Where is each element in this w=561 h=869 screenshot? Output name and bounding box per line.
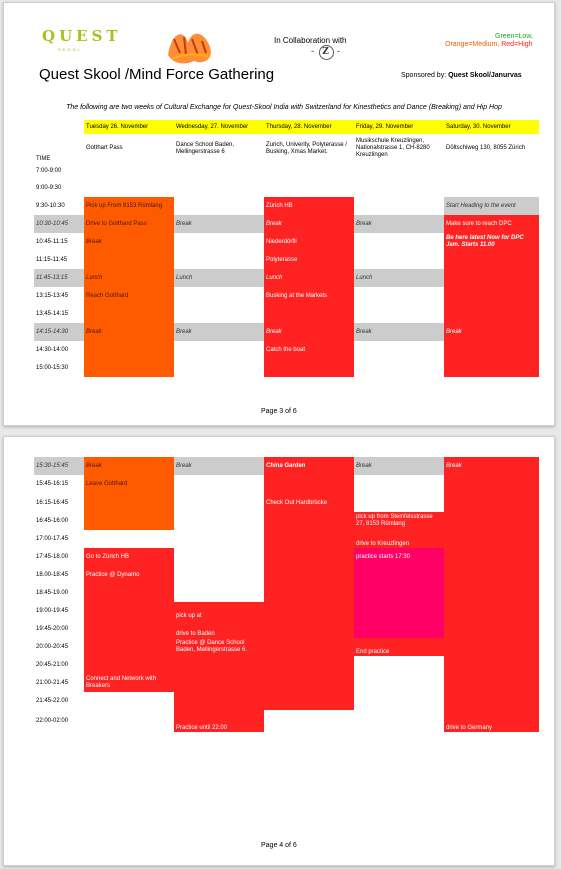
sponsor-line <box>401 72 522 79</box>
z-logo-dash-left: - <box>311 46 319 56</box>
intro-text: The following are two weeks of Cultural Exchange for Quest-Skool India with Switzerland for Kinesthetics and Dance (Breaking) and Hip Hop <box>66 104 502 111</box>
event-cell <box>264 674 354 692</box>
empty-cell <box>174 233 264 251</box>
empty-cell <box>354 710 444 732</box>
event-cell <box>444 359 539 377</box>
break-cell: Break <box>444 457 539 475</box>
event-cell: Practice @ Dynamo <box>84 566 174 584</box>
event-cell <box>264 548 354 566</box>
event-cell <box>444 341 539 359</box>
time-label: 18:45-19.00 <box>34 584 84 602</box>
event-cell <box>444 548 539 566</box>
event-cell <box>354 620 444 638</box>
legend-medium: Orange=Medium, <box>445 41 500 48</box>
time-label: 11:15-11:45 <box>34 251 84 269</box>
event-cell: Polyterasse <box>264 251 354 269</box>
z-logo-dash-right: - <box>333 46 341 56</box>
event-cell <box>84 305 174 323</box>
event-cell <box>444 494 539 512</box>
event-cell <box>264 638 354 656</box>
time-label: 10:45-11:15 <box>34 233 84 251</box>
time-label: 21:45-22.00 <box>34 692 84 710</box>
legend-high: Red=High <box>501 41 533 48</box>
event-cell <box>84 251 174 269</box>
schedule-table-week <box>34 120 539 377</box>
empty-cell <box>444 179 539 197</box>
event-cell <box>354 566 444 584</box>
legend-low: Green=Low, <box>495 33 533 40</box>
quest-skool-logo <box>42 27 122 67</box>
break-cell: Break <box>84 323 174 341</box>
sponsor-label: Sponsored by: <box>401 72 447 79</box>
page-3 <box>3 2 555 426</box>
break-cell: Break <box>174 323 264 341</box>
event-cell <box>174 674 264 692</box>
empty-cell <box>174 475 264 494</box>
empty-cell <box>354 251 444 269</box>
time-row <box>34 566 539 584</box>
empty-cell <box>174 359 264 377</box>
empty-cell <box>354 692 444 710</box>
event-cell: Make sure to reach DPC <box>444 215 539 233</box>
empty-cell <box>354 341 444 359</box>
time-row <box>34 638 539 656</box>
empty-cell <box>354 233 444 251</box>
empty-cell <box>354 197 444 215</box>
event-cell <box>444 620 539 638</box>
time-label: 13:15-13:45 <box>34 287 84 305</box>
empty-cell <box>84 163 174 179</box>
event-cell <box>264 602 354 620</box>
quest-logo-sub: SKOOL <box>58 47 82 52</box>
event-cell <box>84 638 174 656</box>
page-number: Page 4 of 6 <box>261 842 297 849</box>
event-cell <box>264 584 354 602</box>
day-header: Saturday, 30. November <box>444 120 539 134</box>
time-label: 10:30-10:45 <box>34 215 84 233</box>
empty-cell <box>354 674 444 692</box>
location-cell: Gotthart Pass <box>84 134 174 163</box>
time-label: 20:45-21:00 <box>34 656 84 674</box>
event-cell <box>444 512 539 530</box>
event-cell <box>264 692 354 710</box>
event-cell: Niederdörfli <box>264 233 354 251</box>
event-cell <box>174 656 264 674</box>
event-cell <box>84 584 174 602</box>
time-row <box>34 341 539 359</box>
event-cell <box>84 620 174 638</box>
event-cell: practice starts 17:30 <box>354 548 444 566</box>
empty-cell <box>354 287 444 305</box>
time-row <box>34 512 539 530</box>
event-cell: pick up at <box>174 602 264 620</box>
time-label: 22:00-02:00 <box>34 710 84 732</box>
time-row <box>34 287 539 305</box>
time-row <box>34 584 539 602</box>
break-cell: Break <box>444 323 539 341</box>
location-cell: Musikschule Kreuzlingen, Nationalstrasse 1, CH-8280 Kreuzlingen <box>354 134 444 163</box>
quest-logo-word: QUEST <box>42 27 122 45</box>
time-label: 9:00-9:30 <box>34 179 84 197</box>
event-cell <box>444 251 539 269</box>
lunch-cell: Lunch <box>264 269 354 287</box>
event-cell: End practice <box>354 638 444 656</box>
time-label: 15:00-15:30 <box>34 359 84 377</box>
break-cell: Break <box>84 233 174 251</box>
time-label: 14:30-14:00 <box>34 341 84 359</box>
event-cell: Start Heading to the event <box>444 197 539 215</box>
event-cell <box>444 475 539 494</box>
time-label: 16:15-16:45 <box>34 494 84 512</box>
lunch-cell: Lunch <box>174 269 264 287</box>
time-row <box>34 494 539 512</box>
event-cell <box>444 638 539 656</box>
time-label: 9:30-10:30 <box>34 197 84 215</box>
event-cell <box>444 602 539 620</box>
event-cell <box>444 269 539 287</box>
time-row <box>34 305 539 323</box>
event-cell: drive to Germany <box>444 710 539 732</box>
event-cell: Check Out Hardbrücke <box>264 494 354 512</box>
event-cell: China Garden <box>264 457 354 475</box>
time-row <box>34 323 539 341</box>
location-row <box>34 134 539 163</box>
empty-cell <box>174 494 264 512</box>
event-cell <box>444 566 539 584</box>
event-cell: drive to Kreuzlingen <box>354 530 444 548</box>
time-row <box>34 674 539 692</box>
empty-cell <box>174 341 264 359</box>
day-header: Tuesday 26. November <box>84 120 174 134</box>
empty-cell <box>174 566 264 584</box>
event-cell <box>84 602 174 620</box>
corner-cell <box>34 120 84 134</box>
lunch-cell: Lunch <box>84 269 174 287</box>
time-label: 14:15-14:30 <box>34 323 84 341</box>
empty-cell <box>174 163 264 179</box>
time-row <box>34 269 539 287</box>
event-cell <box>264 512 354 530</box>
empty-cell <box>84 710 174 732</box>
time-label: 15:45-16:15 <box>34 475 84 494</box>
day-header: Wednesday, 27. November <box>174 120 264 134</box>
event-cell: Go to Zürich HB <box>84 548 174 566</box>
empty-cell <box>84 692 174 710</box>
break-cell: Break <box>354 215 444 233</box>
empty-cell <box>84 530 174 548</box>
event-cell: Drive to Gotthard Pass <box>84 215 174 233</box>
event-cell <box>444 692 539 710</box>
event-cell: Catch the boat <box>264 341 354 359</box>
empty-cell <box>354 359 444 377</box>
event-cell <box>264 475 354 494</box>
collaboration-label: In Collaboration with <box>274 36 347 45</box>
empty-cell <box>354 475 444 494</box>
time-row <box>34 163 539 179</box>
event-cell <box>444 674 539 692</box>
event-cell <box>84 494 174 512</box>
break-cell: Break <box>174 457 264 475</box>
event-cell <box>354 602 444 620</box>
event-cell <box>354 584 444 602</box>
day-header: Thursday, 28. November <box>264 120 354 134</box>
empty-cell <box>354 494 444 512</box>
location-cell: Zurich, Univerity, Polyterasse / Busking, Xmas Market. <box>264 134 354 163</box>
event-cell <box>264 656 354 674</box>
empty-cell <box>174 197 264 215</box>
mind-force-logo-graphic <box>164 25 216 67</box>
time-label: 21:00-21.45 <box>34 674 84 692</box>
time-row <box>34 179 539 197</box>
event-cell <box>174 692 264 710</box>
event-cell: Practice until 22.00 <box>174 710 264 732</box>
event-cell: Connect and Network with Breakers <box>84 674 174 692</box>
time-label: 20:00-20:45 <box>34 638 84 656</box>
time-row <box>34 620 539 638</box>
time-row <box>34 457 539 475</box>
empty-cell <box>174 179 264 197</box>
time-row <box>34 710 539 732</box>
event-cell: Zürich HB <box>264 197 354 215</box>
sponsor-name: Quest Skool/Janurvas <box>448 72 522 79</box>
time-label: 17:45-18.00 <box>34 548 84 566</box>
event-cell: pick up from Steinfelsstrasse 27, 8153 Rümlang <box>354 512 444 530</box>
day-header-row <box>34 120 539 134</box>
event-cell <box>444 287 539 305</box>
empty-cell <box>354 305 444 323</box>
event-cell <box>264 566 354 584</box>
time-row <box>34 475 539 494</box>
event-cell <box>84 656 174 674</box>
event-cell: Pick up From 8153 Rümlang <box>84 197 174 215</box>
time-row <box>34 215 539 233</box>
page-number: Page 3 of 6 <box>261 408 297 415</box>
day-header: Friday, 29. November <box>354 120 444 134</box>
time-row <box>34 656 539 674</box>
empty-cell <box>354 163 444 179</box>
empty-cell <box>174 548 264 566</box>
event-cell <box>264 530 354 548</box>
event-cell: drive to Baden <box>174 620 264 638</box>
event-cell: Busking at the Markets <box>264 287 354 305</box>
schedule-table-evening <box>34 457 539 732</box>
page-4 <box>3 436 555 866</box>
time-label: 15:30-15:45 <box>34 457 84 475</box>
empty-cell <box>264 179 354 197</box>
time-label: 18.00-18:45 <box>34 566 84 584</box>
empty-cell <box>354 656 444 674</box>
event-cell: Reach Gotthard <box>84 287 174 305</box>
break-cell: Break <box>264 323 354 341</box>
mind-force-logo <box>164 25 216 67</box>
event-cell <box>84 341 174 359</box>
z-logo-letter: Z <box>319 45 334 60</box>
empty-cell <box>354 179 444 197</box>
event-cell <box>444 656 539 674</box>
empty-cell <box>264 163 354 179</box>
time-label: 17:00-17.45 <box>34 530 84 548</box>
event-cell <box>84 512 174 530</box>
empty-cell <box>174 584 264 602</box>
event-cell <box>444 530 539 548</box>
event-cell: Be here latest Now for DPC Jam. Starts 11.00 <box>444 233 539 251</box>
time-label: 7:00-9:00 <box>34 163 84 179</box>
empty-cell <box>174 287 264 305</box>
event-cell <box>264 620 354 638</box>
time-row <box>34 233 539 251</box>
lunch-cell: Lunch <box>354 269 444 287</box>
empty-cell <box>264 710 354 732</box>
time-label: 11:45-13:15 <box>34 269 84 287</box>
event-cell: Practice @ Dance School Baden, Mellingerstrasse 6. <box>174 638 264 656</box>
empty-cell <box>444 163 539 179</box>
time-label: 13:45-14:15 <box>34 305 84 323</box>
time-column-header: TIME <box>34 134 84 163</box>
empty-cell <box>174 305 264 323</box>
break-cell: Break <box>84 457 174 475</box>
empty-cell <box>174 530 264 548</box>
time-label: 19:45-20:00 <box>34 620 84 638</box>
time-row <box>34 359 539 377</box>
time-row <box>34 602 539 620</box>
event-cell <box>84 359 174 377</box>
break-cell: Break <box>354 457 444 475</box>
break-cell: Break <box>354 323 444 341</box>
document-title: Quest Skool /Mind Force Gathering <box>39 66 275 83</box>
time-row <box>34 197 539 215</box>
empty-cell <box>174 512 264 530</box>
break-cell: Break <box>264 215 354 233</box>
event-cell <box>264 359 354 377</box>
event-cell: Leave Gotthard <box>84 475 174 494</box>
time-row <box>34 692 539 710</box>
time-row <box>34 548 539 566</box>
location-cell: Dance School Baden, Mellingerstrasse 6 <box>174 134 264 163</box>
location-cell: Döltschiweg 130, 8055 Zürich <box>444 134 539 163</box>
break-cell: Break <box>174 215 264 233</box>
event-cell <box>444 584 539 602</box>
time-label: 19:00-19:45 <box>34 602 84 620</box>
legend-medium-high <box>445 41 533 48</box>
time-row <box>34 530 539 548</box>
time-row <box>34 251 539 269</box>
z-logo <box>311 45 341 60</box>
empty-cell <box>174 251 264 269</box>
event-cell <box>264 305 354 323</box>
event-cell <box>444 305 539 323</box>
time-label: 16:45-16:00 <box>34 512 84 530</box>
empty-cell <box>84 179 174 197</box>
